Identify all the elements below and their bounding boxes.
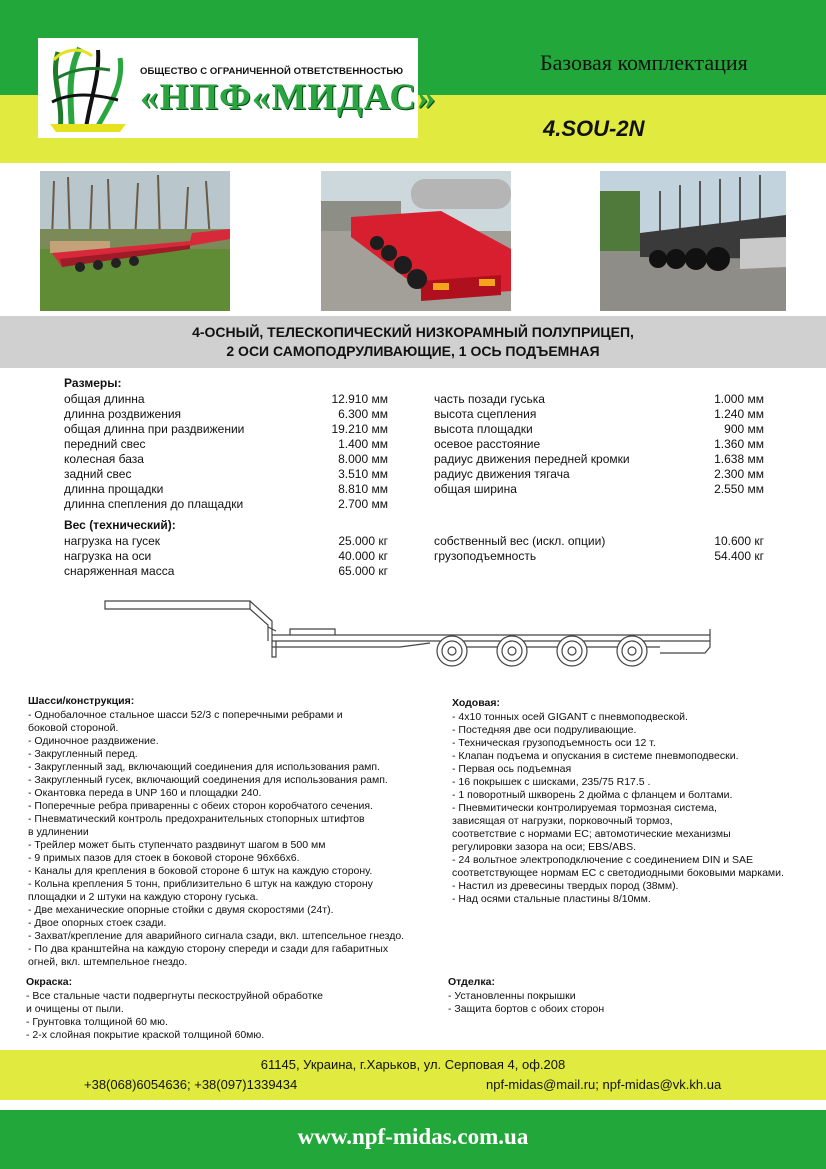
spec-value: 19.210 мм — [331, 422, 388, 436]
running-gear-line: - Клапан подъема и опускания в системе пневмоподвески. — [452, 750, 739, 762]
chassis-line: - Закругленный перед. — [28, 748, 138, 760]
product-title-line-1: 4-ОСНЫЙ, ТЕЛЕСКОПИЧЕСКИЙ НИЗКОРАМНЫЙ ПОЛУПРИЦЕП, — [192, 324, 634, 340]
section-title: Базовая комплектация — [540, 50, 748, 75]
chassis-line: - 9 примых пазов для стоек в боковой стороне 96х66х6. — [28, 852, 300, 864]
finishing-heading: Отделка: — [448, 976, 495, 988]
company-address: 61145, Украина, г.Харьков, ул. Серповая 4, оф.208 — [260, 1057, 566, 1072]
trailer-photo-rear — [321, 171, 511, 311]
painting-line: - 2-х слойная покрытие краской толщиной 60мю. — [26, 1029, 265, 1041]
spec-label: общая ширина — [434, 482, 517, 496]
running-gear-line: - 1 поворотный шкворень 2 дюйма с фланцем и болтами. — [452, 789, 733, 801]
running-gear-line: соответствующее нормам ЕС с светодиодными боковыми марками. — [452, 867, 784, 879]
chassis-line: - Пневматический контроль предохранительных стопорных штифтов — [28, 813, 365, 825]
spec-label: длинна спепления до плащадки — [64, 497, 244, 511]
spec-value: 2.550 мм — [714, 482, 764, 496]
spec-label: собственный вес (искл. опции) — [434, 534, 606, 548]
product-title-line-2: 2 ОСИ САМОПОДРУЛИВАЮЩИЕ, 1 ОСЬ ПОДЪЕМНАЯ — [226, 343, 600, 359]
painting-line: и очищены от пыли. — [26, 1003, 124, 1015]
spec-label: снаряженная масса — [64, 564, 175, 578]
spec-value: 1.360 мм — [714, 437, 764, 451]
chassis-line: - Закругленный зад, включающий соединения для использования рамп. — [28, 761, 380, 773]
spec-label: часть позади гуська — [434, 392, 545, 406]
spec-value: 65.000 кг — [338, 564, 388, 578]
painting-heading: Окраска: — [26, 976, 73, 988]
company-name: «НПФ«МИДАС» — [140, 77, 437, 118]
chassis-line: - Поперечные ребра приваренны с обеих сторон коробчатого сечения. — [28, 800, 373, 812]
spec-value: 1.000 мм — [714, 392, 764, 406]
spec-label: высота площадки — [434, 422, 533, 436]
chassis-line: - По два кранштейна на каждую сторону спереди и сзади для габаритных — [28, 943, 389, 955]
spec-value: 6.300 мм — [338, 407, 388, 421]
spec-label: передний свес — [64, 437, 146, 451]
phone-numbers[interactable]: +38(068)6054636; +38(097)1339434 — [84, 1077, 298, 1092]
chassis-line: - Захват/крепление для аварийного сигнала сзади, вкл. штепсельное гнездо. — [28, 930, 405, 942]
chassis-line: - Окантовка переда в UNP 160 и площадки 240. — [28, 787, 262, 799]
running-gear-line: - Первая ось подъемная — [452, 763, 572, 775]
spec-label: радиус движения передней кромки — [434, 452, 630, 466]
dimensions-heading: Размеры: — [64, 376, 122, 390]
running-gear-line: - 24 вольтное электроподключение с соединением DIN и SAE — [452, 854, 754, 866]
spec-label: осевое расстояние — [434, 437, 541, 451]
spec-label: грузоподъемность — [434, 549, 537, 563]
chassis-line: - Две механические опорные стойки с двумя скоростями (24т). — [28, 904, 334, 916]
spec-label: нагрузка на гусек — [64, 534, 161, 548]
painting-line: - Грунтовка толщиной 60 мю. — [26, 1016, 168, 1028]
chassis-line: - Каналы для крепления в боковой стороне 6 штук на каждую сторону. — [28, 865, 373, 877]
spec-value: 900 мм — [724, 422, 764, 436]
running-gear-line: соответствие с нормами ЕС; автомотические механизмы — [452, 828, 731, 840]
chassis-line: огней, вкл. штемпельное гнездо. — [28, 956, 188, 968]
weight-heading: Вес (технический): — [64, 518, 176, 532]
spec-value: 3.510 мм — [338, 467, 388, 481]
model-name: 4.SOU-2N — [543, 116, 645, 141]
spec-value: 8.810 мм — [338, 482, 388, 496]
running-gear-line: - Настил из древесины твердых пород (38мм). — [452, 880, 679, 892]
chassis-line: боковой стороной. — [28, 722, 119, 734]
chassis-heading: Шасси/конструкция: — [28, 695, 135, 707]
spec-value: 2.700 мм — [338, 497, 388, 511]
spec-value: 1.400 мм — [338, 437, 388, 451]
spec-value: 1.638 мм — [714, 452, 764, 466]
spec-label: длинна роздвижения — [64, 407, 182, 421]
spec-value: 54.400 кг — [714, 549, 764, 563]
spec-value: 25.000 кг — [338, 534, 388, 548]
running-gear-line: регулировки зазора на оси; EBS/ABS. — [452, 841, 637, 853]
trailer-photo-side — [40, 171, 230, 311]
spec-label: общая длинна — [64, 392, 145, 406]
spec-value: 1.240 мм — [714, 407, 764, 421]
running-gear-line: - Пневмитически контролируемая тормозная система, — [452, 802, 717, 814]
chassis-line: - Закругленный гусек, включающий соединения для использования рамп. — [28, 774, 388, 786]
company-type-label: ОБЩЕСТВО С ОГРАНИЧЕННОЙ ОТВЕТСТВЕННОСТЬЮ — [140, 66, 404, 77]
spec-label: задний свес — [64, 467, 132, 481]
running-gear-line: - Постедняя две оси подруливающие. — [452, 724, 637, 736]
finishing-line: - Установленны покрышки — [448, 990, 576, 1002]
chassis-line: - Кольна крепления 5 тонн, приблизительно 6 штук на каждую сторону — [28, 878, 373, 890]
spec-value: 40.000 кг — [338, 549, 388, 563]
chassis-line: - Одиночное раздвижение. — [28, 735, 159, 747]
email-addresses[interactable]: npf-midas@mail.ru; npf-midas@vk.kh.ua — [486, 1077, 722, 1092]
spec-value: 12.910 мм — [331, 392, 388, 406]
running-gear-line: - Техническая грузоподъемность оси 12 т. — [452, 737, 656, 749]
spec-label: нагрузка на оси — [64, 549, 152, 563]
spec-value: 2.300 мм — [714, 467, 764, 481]
spec-value: 8.000 мм — [338, 452, 388, 466]
painting-line: - Все стальные части подвергнуты пескоструйной обработке — [26, 990, 323, 1002]
trailer-side-drawing — [100, 595, 720, 675]
running-gear-line: - Над осями стальные пластины 8/10мм. — [452, 893, 651, 905]
chassis-line: в удлинении — [28, 826, 89, 838]
chassis-line: - Однобалочное стальное шасси 52/3 с поперечными ребрами и — [28, 709, 343, 721]
running-gear-heading: Ходовая: — [452, 697, 500, 709]
spec-label: колесная база — [64, 452, 144, 466]
chassis-line: - Трейлер может быть ступенчато раздвинут шагом в 500 мм — [28, 839, 326, 851]
spec-value: 10.600 кг — [714, 534, 764, 548]
spec-label: радиус движения тягача — [434, 467, 570, 481]
spec-label: длинна прощадки — [64, 482, 164, 496]
running-gear-line: - 4х10 тонных осей GIGANT с пневмоподвеской. — [452, 711, 688, 723]
running-gear-line: зависящая от нагрузки, порковочный тормоз, — [452, 815, 673, 827]
spec-label: общая длинна при раздвижении — [64, 422, 245, 436]
chassis-line: - Двое опорных стоек сзади. — [28, 917, 167, 929]
spec-label: высота сцепления — [434, 407, 537, 421]
website-link[interactable]: www.npf-midas.com.ua — [297, 1124, 529, 1149]
trailer-photo-rear-stakes — [600, 171, 786, 311]
chassis-line: площадки и 2 штуки на каждую сторону гуська. — [28, 891, 259, 903]
running-gear-line: - 16 покрышек с шисками, 235/75 R17.5 . — [452, 776, 651, 788]
company-logo-icon — [40, 40, 136, 136]
finishing-line: - Защита бортов с обоих сторон — [448, 1003, 605, 1015]
